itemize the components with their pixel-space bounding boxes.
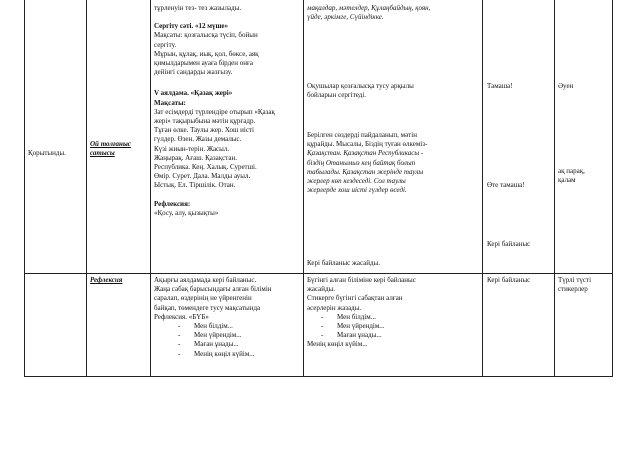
stop-title: V аялдама. «Қазақ жері» [154,89,233,98]
student-activity-4: Кері байланыс жасайды. [307,259,381,267]
reflection-title: Рефлексия: [154,199,191,208]
column-divider [482,0,483,377]
list-item: - Мен үйрендім... [319,322,416,331]
substage-label: Ой толғаныс сатысы [90,140,131,158]
assessment-2: Өте тамаша! [487,181,525,189]
teacher-reflection-list [176,322,272,359]
column-divider [86,0,87,377]
reflection-substage: Рефлексия [90,276,123,284]
table-border-left [24,0,25,377]
reflection-teacher: Ақырғы аялдамада кері байланыс. Жаңа сабақ барысындағы алған білімін саралап, өздерінің не үйренгенін байқап, төмендеге тусу мақсатында Рефлексия. «БҮБ» - Мен білдім... - Мен үйрендім... - Маған ұнады... - Менің көңіл күйім... [154,276,272,359]
reflection-resources: Түрлі түсті стикерлер [558,276,592,294]
resource-1: Әуен [558,82,574,90]
reflection-student: Бүгінгі алған біліміне кері байланыс жасайды. Стикерге бүгінгі сабақтан алған әсерлерін жазады. - Мен білдім... - Мен үйрендім... - Маған ұнады... Менің көңіл күйім... [307,276,416,350]
list-item: - Мен білдім... [319,313,416,322]
reflection-assessment: Кері байланыс [487,276,531,284]
student-activity-1: мақалдар, мәтелдер, Құлаңбайдың, қоян, үйде, әркімге, Сүйіндікке. [307,4,431,22]
list-item: - Мен үйрендім... [176,331,272,340]
column-divider [150,0,151,377]
assessment-1: Тамаша! [487,82,513,90]
list-item: - Маған ұнады... [319,331,416,340]
list-item: - Маған ұнады... [176,340,272,349]
list-item: - Мен білдім... [176,322,272,331]
assessment-3: Кері байланыс [487,240,531,248]
column-divider [303,0,304,377]
student-activity-2: Оқушылар қозғалысқа тусу арқылы бойларын сергітеді. [307,82,414,100]
student-activity-3: Берілген сөздерді пайдаланып, мәтін құрайды. Мысалы, Біздің туған өлкеміз- Қазақстан. Қазақстан Республикасы - біздің Отанымыз кең байтақ болып табылады. Қазақстан жерінде таулы жерлер көп кездеседі. Сол таулы жерлерде хош иісті гүлдер өседі. [307,131,428,195]
teacher-activity: тұрленуін тез- тез жазылады. Сергіту сәті. «12 мүше» Мақсаты: қозғалысқа түсіп, бойын сергіту. Мұрын, құлақ, иық, қол, бөксе, аяқ қимылдарымен ауаға бірден онға дейінгі сандарды жазғызу. V аялдама. «Қазақ жері» Мақсаты: Зат есімдерді түрлендіре отырып «Қазақ жері» тақырыбына мәтін құрғадр. Тұған өлке. Таулы жер. Хош иісті гүлдер. Өзен. Жазы демалыс. Күзі жиын-терін. Жасыл. Жаңырақ. Ағаш. Қазақстан. Республика. Кең. Халық. Суретші. Өмір. Сурет. Дала. Малды ауыл. Ыстық. Ел. Тіршілік. Отан. Рефлексия: «Қосу, алу, қызықты» [154,4,275,217]
resource-2: ақ парақ, қалам [558,167,585,185]
refresh-moment-title: Сергіту сәті. «12 мүше» [154,22,228,31]
student-reflection-list [319,313,416,341]
stage-label: Қорытынды. [28,149,66,157]
table-border-bottom [24,376,613,377]
column-divider [554,0,555,377]
list-item: - Менің көңіл күйім... [176,350,272,359]
row-divider [24,273,613,274]
table-border-right [612,0,613,377]
